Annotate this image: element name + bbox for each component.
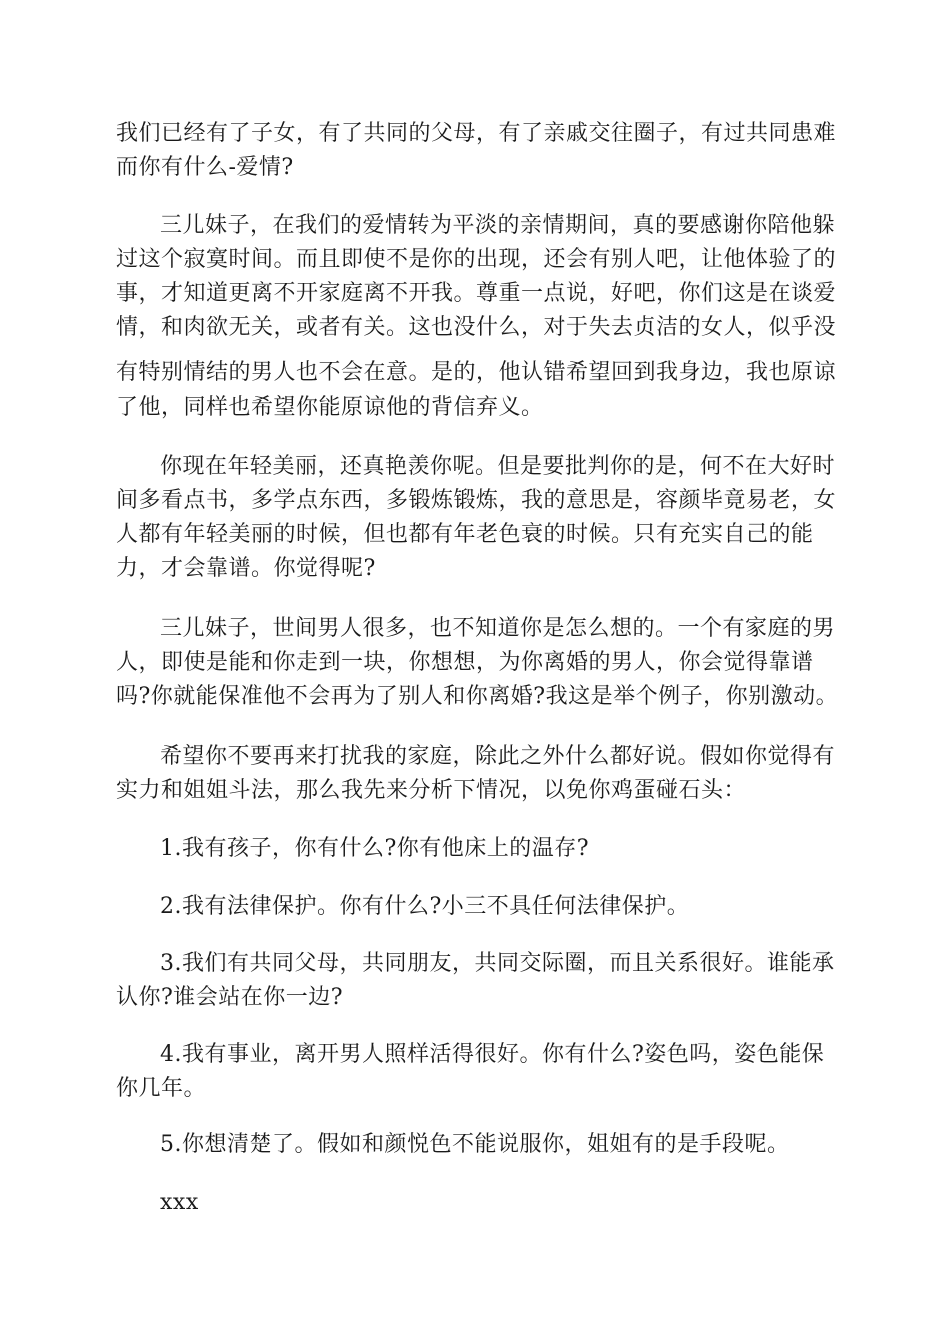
text-line-13: 三儿妹子，世间男人很多，也不知道你是怎么想的。一个有家庭的男 xyxy=(160,616,836,641)
text-line-6: 情，和肉欲无关，或者有关。这也没什么，对于失去贞洁的女人，似乎没 xyxy=(116,315,837,340)
text-line-1: 我们已经有了子女，有了共同的父母，有了亲戚交往圈子，有过共同患难 xyxy=(116,121,837,146)
text-line-17: 实力和姐姐斗法，那么我先来分析下情况，以免你鸡蛋碰石头： xyxy=(116,778,747,803)
text-line-16: 希望你不要再来打扰我的家庭，除此之外什么都好说。假如你觉得有 xyxy=(160,744,836,769)
text-line-10: 间多看点书，多学点东西，多锻炼锻炼，我的意思是，容颜毕竟易老，女 xyxy=(116,488,837,513)
text-line-2: 而你有什么-爱情? xyxy=(116,155,294,180)
list-item-2: 2.我有法律保护。你有什么?小三不具任何法律保护。 xyxy=(160,894,690,919)
list-item-1: 1.我有孩子，你有什么?你有他床上的温存? xyxy=(160,836,590,861)
text-line-14: 人，即使是能和你走到一块，你想想，为你离婚的男人，你会觉得靠谱 xyxy=(116,650,814,675)
text-line-12: 力，才会靠谱。你觉得呢? xyxy=(116,556,376,581)
list-item-4: 4.我有事业，离开男人照样活得很好。你有什么?姿色吗，姿色能保 xyxy=(160,1042,825,1067)
list-item-3-cont: 认你?谁会站在你一边? xyxy=(116,985,344,1010)
list-item-3: 3.我们有共同父母，共同朋友，共同交际圈，而且关系很好。谁能承 xyxy=(160,951,835,976)
text-line-7: 有特别情结的男人也不会在意。是的，他认错希望回到我身边，我也原谅 xyxy=(116,360,837,385)
text-line-4: 过这个寂寞时间。而且即使不是你的出现，还会有别人吧，让他体验了的 xyxy=(116,247,837,272)
text-line-8: 了他，同样也希望你能原谅他的背信弃义。 xyxy=(116,395,544,420)
text-line-9: 你现在年轻美丽，还真艳羡你呢。但是要批判你的是，何不在大好时 xyxy=(160,454,836,479)
text-line-15: 吗?你就能保准他不会再为了别人和你离婚?我这是举个例子，你别激动。 xyxy=(116,684,839,709)
list-item-5: 5.你想清楚了。假如和颜悦色不能说服你，姐姐有的是手段呢。 xyxy=(160,1132,790,1157)
text-line-11: 人都有年轻美丽的时候，但也都有年老色衰的时候。只有充实自己的能 xyxy=(116,522,814,547)
text-line-5: 事，才知道更离不开家庭离不开我。尊重一点说，好吧，你们这是在谈爱 xyxy=(116,281,837,306)
list-item-4-cont: 你几年。 xyxy=(116,1076,207,1101)
text-line-3: 三儿妹子，在我们的爱情转为平淡的亲情期间，真的要感谢你陪他躲 xyxy=(160,213,836,238)
signature: xxx xyxy=(160,1190,199,1215)
